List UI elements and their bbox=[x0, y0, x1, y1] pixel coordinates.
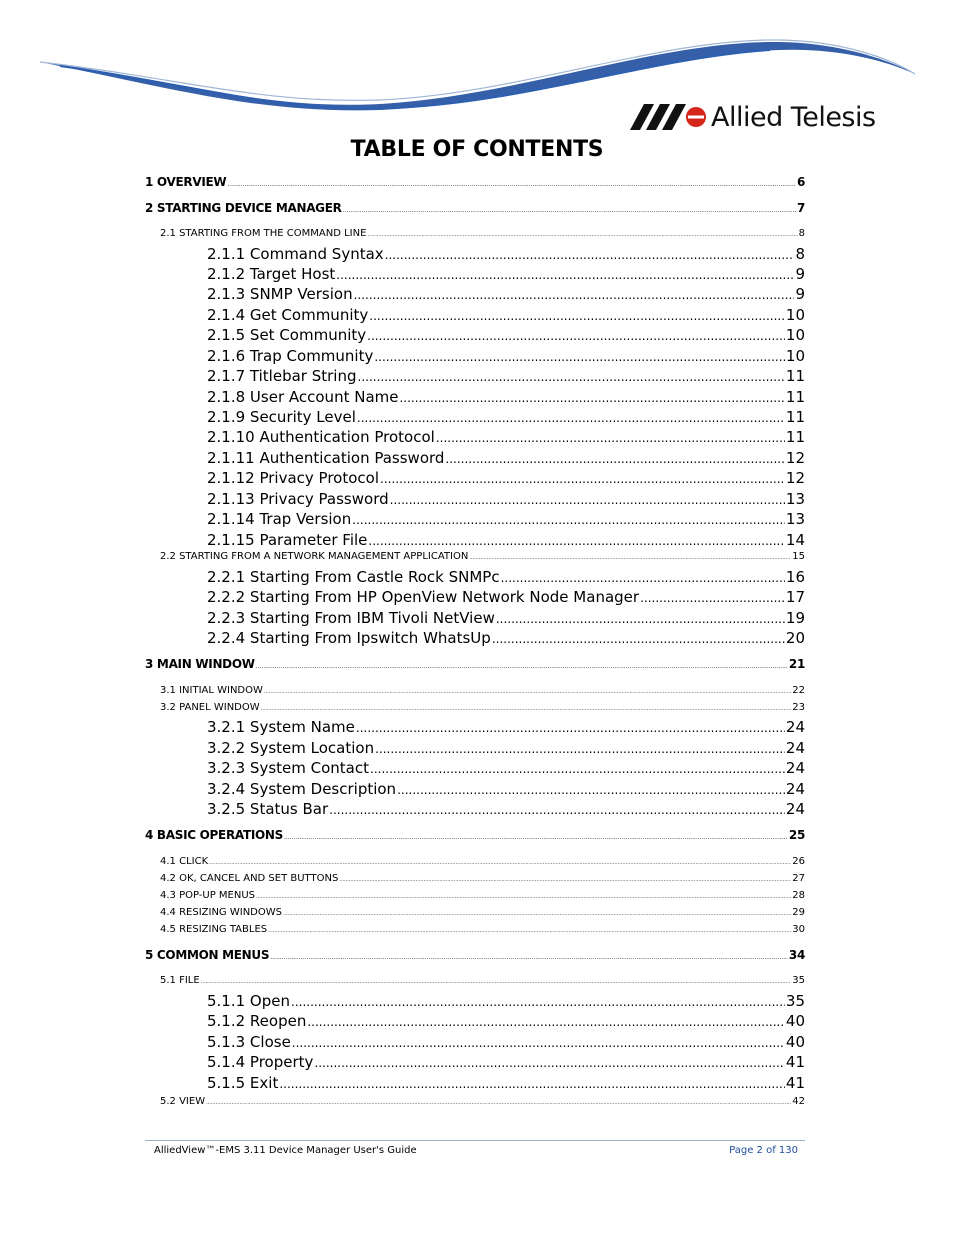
toc-leader-dots bbox=[369, 309, 785, 323]
toc-leader-dots bbox=[368, 534, 785, 548]
toc-leader-dots bbox=[336, 268, 794, 282]
toc-entry[interactable] bbox=[207, 1053, 805, 1073]
toc-leader-dots bbox=[501, 571, 785, 585]
toc-entry-label: 4.1 CLICK bbox=[160, 856, 209, 867]
toc-entry[interactable] bbox=[207, 428, 805, 448]
toc-leader-dots bbox=[380, 472, 785, 486]
toc-entry[interactable] bbox=[207, 1033, 805, 1053]
toc-entry[interactable] bbox=[207, 510, 805, 530]
toc-entry-page: 10 bbox=[785, 326, 805, 344]
toc-leader-dots bbox=[356, 721, 785, 735]
toc-entry-label: 5.1.4 Property bbox=[207, 1053, 314, 1071]
toc-entry[interactable] bbox=[160, 924, 805, 938]
toc-entry-page: 20 bbox=[785, 629, 805, 647]
footer-document-title: AlliedView™-EMS 3.11 Device Manager User's Guide bbox=[154, 1145, 417, 1156]
toc-entry-page: 24 bbox=[785, 759, 805, 777]
toc-entry-page: 40 bbox=[785, 1033, 805, 1051]
toc-leader-dots bbox=[268, 928, 791, 934]
toc-entry-page: 23 bbox=[792, 702, 805, 713]
toc-entry-page: 35 bbox=[792, 975, 805, 986]
toc-entry-page: 30 bbox=[792, 924, 805, 935]
toc-entry-page: 24 bbox=[785, 718, 805, 736]
toc-entry[interactable] bbox=[207, 739, 805, 759]
toc-leader-dots bbox=[261, 706, 792, 712]
toc-entry[interactable] bbox=[160, 907, 805, 921]
toc-entry-label: 2.1.9 Security Level bbox=[207, 408, 356, 426]
toc-entry-page: 28 bbox=[792, 890, 805, 901]
toc-entry-page: 41 bbox=[785, 1053, 805, 1071]
toc-entry[interactable] bbox=[160, 702, 805, 716]
toc-entry-label: 3.1 INITIAL WINDOW bbox=[160, 685, 263, 696]
toc-entry-label: 2.2.1 Starting From Castle Rock SNMPc bbox=[207, 568, 500, 586]
toc-entry[interactable] bbox=[207, 367, 805, 387]
toc-entry[interactable] bbox=[207, 568, 805, 588]
toc-leader-dots bbox=[314, 1056, 785, 1070]
page-title: TABLE OF CONTENTS bbox=[350, 137, 604, 162]
toc-entry[interactable] bbox=[160, 890, 805, 904]
toc-entry-label: 2.1.1 Command Syntax bbox=[207, 245, 384, 263]
toc-entry[interactable] bbox=[207, 629, 805, 649]
toc-entry-label: 2.1.10 Authentication Protocol bbox=[207, 428, 435, 446]
toc-entry[interactable] bbox=[207, 347, 805, 367]
toc-entry[interactable] bbox=[207, 609, 805, 629]
toc-entry[interactable] bbox=[145, 657, 805, 673]
toc-entry[interactable] bbox=[207, 1074, 805, 1094]
toc-entry-page: 8 bbox=[798, 228, 805, 239]
toc-entry-label: 2.2.2 Starting From HP OpenView Network Node Manager bbox=[207, 588, 640, 606]
toc-entry[interactable] bbox=[207, 992, 805, 1012]
toc-entry-label: 2.1.13 Privacy Password bbox=[207, 490, 389, 508]
toc-leader-dots bbox=[367, 232, 797, 238]
toc-leader-dots bbox=[329, 803, 785, 817]
toc-entry-label: 3 MAIN WINDOW bbox=[145, 657, 255, 671]
toc-entry-page: 22 bbox=[792, 685, 805, 696]
toc-leader-dots bbox=[209, 860, 791, 866]
toc-leader-dots bbox=[354, 288, 795, 302]
toc-entry[interactable] bbox=[207, 718, 805, 738]
toc-entry-page: 25 bbox=[788, 828, 805, 842]
toc-entry-label: 4.2 OK, CANCEL AND SET BUTTONS bbox=[160, 873, 339, 884]
toc-entry-page: 8 bbox=[795, 245, 805, 263]
toc-entry-page: 13 bbox=[785, 510, 805, 528]
toc-entry-label: 2.1.11 Authentication Password bbox=[207, 449, 445, 467]
toc-entry[interactable] bbox=[207, 800, 805, 820]
toc-entry[interactable] bbox=[160, 551, 805, 565]
toc-leader-dots bbox=[375, 742, 785, 756]
toc-entry-label: 2.1.5 Set Community bbox=[207, 326, 367, 344]
toc-leader-dots bbox=[397, 783, 785, 797]
toc-entry-label: 2.1.4 Get Community bbox=[207, 306, 369, 324]
toc-entry-label: 5.2 VIEW bbox=[160, 1096, 206, 1107]
toc-entry[interactable] bbox=[207, 780, 805, 800]
toc-entry[interactable] bbox=[160, 685, 805, 699]
toc-entry-label: 5.1.3 Close bbox=[207, 1033, 291, 1051]
toc-entry-page: 35 bbox=[785, 992, 805, 1010]
toc-entry-label: 2.2.4 Starting From Ipswitch WhatsUp bbox=[207, 629, 491, 647]
toc-entry[interactable] bbox=[207, 759, 805, 779]
toc-entry[interactable] bbox=[160, 228, 805, 242]
toc-entry-label: 1 OVERVIEW bbox=[145, 175, 227, 189]
toc-entry[interactable] bbox=[145, 828, 805, 844]
toc-entry-page: 6 bbox=[796, 175, 805, 189]
logo-wordmark: Allied Telesis bbox=[711, 101, 876, 133]
toc-entry-label: 5 COMMON MENUS bbox=[145, 948, 270, 962]
toc-entry-label: 2.1.15 Parameter File bbox=[207, 531, 368, 549]
toc-entry-label: 4.5 RESIZING TABLES bbox=[160, 924, 268, 935]
toc-entry-label: 5.1.2 Reopen bbox=[207, 1012, 307, 1030]
toc-entry-page: 11 bbox=[785, 428, 805, 446]
toc-entry-page: 12 bbox=[785, 469, 805, 487]
toc-entry-label: 2.1.3 SNMP Version bbox=[207, 285, 353, 303]
toc-entry[interactable] bbox=[160, 873, 805, 887]
toc-entry-label: 2.2 STARTING FROM A NETWORK MANAGEMENT APPLICATION bbox=[160, 551, 469, 562]
toc-entry-label: 5.1.1 Open bbox=[207, 992, 290, 1010]
toc-entry[interactable] bbox=[207, 449, 805, 469]
toc-leader-dots bbox=[206, 1100, 791, 1106]
toc-entry[interactable] bbox=[145, 201, 805, 217]
toc-entry-page: 41 bbox=[785, 1074, 805, 1092]
toc-entry-page: 11 bbox=[785, 388, 805, 406]
toc-leader-dots bbox=[343, 207, 796, 214]
toc-entry[interactable] bbox=[160, 1096, 805, 1110]
toc-entry[interactable] bbox=[207, 469, 805, 489]
toc-entry-page: 19 bbox=[785, 609, 805, 627]
toc-entry[interactable] bbox=[207, 285, 805, 305]
toc-entry[interactable] bbox=[160, 975, 805, 989]
toc-entry-label: 2.1.2 Target Host bbox=[207, 265, 336, 283]
toc-entry-label: 3.2.1 System Name bbox=[207, 718, 355, 736]
toc-entry-label: 2.1.12 Privacy Protocol bbox=[207, 469, 380, 487]
toc-leader-dots bbox=[352, 513, 785, 527]
toc-leader-dots bbox=[264, 689, 791, 695]
toc-entry-label: 2.1.8 User Account Name bbox=[207, 388, 399, 406]
toc-entry-label: 2 STARTING DEVICE MANAGER bbox=[145, 201, 342, 215]
toc-entry-page: 10 bbox=[785, 306, 805, 324]
toc-entry-page: 12 bbox=[785, 449, 805, 467]
toc-entry-label: 5.1.5 Exit bbox=[207, 1074, 279, 1092]
toc-entry-label: 4 BASIC OPERATIONS bbox=[145, 828, 283, 842]
toc-entry-page: 24 bbox=[785, 780, 805, 798]
toc-entry-page: 27 bbox=[792, 873, 805, 884]
toc-entry-label: 3.2.4 System Description bbox=[207, 780, 397, 798]
toc-entry-page: 16 bbox=[785, 568, 805, 586]
toc-entry-label: 2.1.7 Titlebar String bbox=[207, 367, 357, 385]
toc-leader-dots bbox=[385, 248, 795, 262]
toc-leader-dots bbox=[496, 612, 785, 626]
toc-leader-dots bbox=[292, 1036, 785, 1050]
toc-leader-dots bbox=[367, 329, 785, 343]
toc-leader-dots bbox=[436, 431, 785, 445]
toc-entry-page: 24 bbox=[785, 739, 805, 757]
toc-leader-dots bbox=[399, 391, 784, 405]
toc-entry[interactable] bbox=[207, 388, 805, 408]
toc-entry-page: 42 bbox=[792, 1096, 805, 1107]
toc-entry-page: 11 bbox=[785, 367, 805, 385]
toc-entry-page: 9 bbox=[795, 265, 805, 283]
toc-entry-page: 9 bbox=[795, 285, 805, 303]
toc-leader-dots bbox=[492, 632, 785, 646]
toc-leader-dots bbox=[469, 555, 791, 561]
toc-entry[interactable] bbox=[207, 265, 805, 285]
toc-entry[interactable] bbox=[207, 1012, 805, 1032]
toc-leader-dots bbox=[283, 911, 791, 917]
toc-entry-label: 5.1 FILE bbox=[160, 975, 200, 986]
toc-entry-page: 10 bbox=[785, 347, 805, 365]
toc-entry[interactable] bbox=[207, 588, 805, 608]
toc-entry[interactable] bbox=[207, 408, 805, 428]
toc-entry-page: 15 bbox=[792, 551, 805, 562]
toc-entry[interactable] bbox=[160, 856, 805, 870]
toc-entry-label: 3.2.3 System Contact bbox=[207, 759, 369, 777]
toc-entry-page: 26 bbox=[792, 856, 805, 867]
toc-entry[interactable] bbox=[207, 245, 805, 265]
toc-entry-label: 3.2.2 System Location bbox=[207, 739, 375, 757]
toc-leader-dots bbox=[227, 181, 796, 188]
toc-leader-dots bbox=[291, 995, 785, 1009]
toc-leader-dots bbox=[445, 452, 784, 466]
toc-leader-dots bbox=[390, 493, 785, 507]
toc-entry-page: 7 bbox=[796, 201, 805, 215]
toc-entry-page: 24 bbox=[785, 800, 805, 818]
toc-leader-dots bbox=[640, 591, 785, 605]
toc-leader-dots bbox=[256, 894, 791, 900]
toc-entry-label: 3.2 PANEL WINDOW bbox=[160, 702, 260, 713]
toc-entry[interactable] bbox=[145, 948, 805, 964]
toc-leader-dots bbox=[201, 979, 792, 985]
toc-leader-dots bbox=[279, 1077, 785, 1091]
footer-page-number: Page 2 of 130 bbox=[729, 1145, 798, 1156]
toc-entry[interactable] bbox=[207, 490, 805, 510]
toc-entry-page: 14 bbox=[785, 531, 805, 549]
toc-leader-dots bbox=[374, 350, 785, 364]
toc-entry[interactable] bbox=[207, 326, 805, 346]
toc-entry-page: 21 bbox=[788, 657, 805, 671]
toc-entry-label: 2.1.6 Trap Community bbox=[207, 347, 374, 365]
toc-leader-dots bbox=[339, 877, 791, 883]
toc-entry-label: 4.4 RESIZING WINDOWS bbox=[160, 907, 282, 918]
toc-leader-dots bbox=[284, 834, 788, 841]
toc-entry-page: 11 bbox=[785, 408, 805, 426]
toc-leader-dots bbox=[357, 411, 785, 425]
toc-leader-dots bbox=[307, 1015, 785, 1029]
toc-entry-page: 17 bbox=[785, 588, 805, 606]
toc-entry-label: 3.2.5 Status Bar bbox=[207, 800, 329, 818]
toc-entry-label: 2.1 STARTING FROM THE COMMAND LINE bbox=[160, 228, 367, 239]
footer-divider bbox=[145, 1140, 805, 1141]
toc-entry-label: 4.3 POP-UP MENUS bbox=[160, 890, 256, 901]
toc-leader-dots bbox=[358, 370, 785, 384]
toc-entry[interactable] bbox=[207, 306, 805, 326]
toc-leader-dots bbox=[270, 954, 788, 961]
toc-entry-label: 2.1.14 Trap Version bbox=[207, 510, 352, 528]
toc-entry-page: 13 bbox=[785, 490, 805, 508]
toc-leader-dots bbox=[370, 762, 785, 776]
toc-entry-page: 34 bbox=[788, 948, 805, 962]
toc-entry[interactable] bbox=[207, 531, 805, 551]
toc-leader-dots bbox=[256, 663, 788, 670]
toc-entry[interactable] bbox=[145, 175, 805, 191]
toc-entry-page: 40 bbox=[785, 1012, 805, 1030]
toc-entry-label: 2.2.3 Starting From IBM Tivoli NetView bbox=[207, 609, 495, 627]
toc-entry-page: 29 bbox=[792, 907, 805, 918]
